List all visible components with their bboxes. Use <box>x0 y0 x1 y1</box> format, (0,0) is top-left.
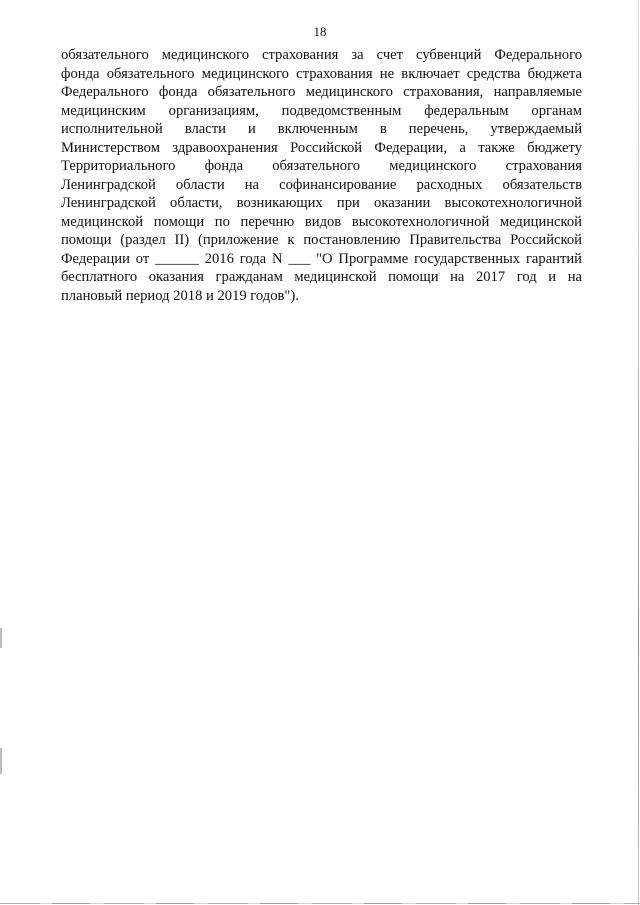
page-number: 18 <box>313 24 327 39</box>
scan-edge-bottom <box>0 903 640 904</box>
text-line: Федерации от ______ 2016 года N ___ "О Программе государственных гарантий <box>61 250 582 267</box>
text-line: медицинской помощи по перечню видов высокотехнологичной медицинской <box>61 213 582 230</box>
body-paragraph <box>61 46 582 305</box>
scan-mark-left <box>0 628 2 648</box>
text-line: Министерством здравоохранения Российской Федерации, а также бюджету <box>61 139 582 156</box>
scan-edge-right <box>638 0 639 905</box>
text-line: бесплатного оказания гражданам медицинской помощи на 2017 год и на <box>61 269 582 285</box>
text-line: Федерального фонда обязательного медицинского страхования, направляемые <box>61 84 582 100</box>
scan-mark-left <box>0 748 2 774</box>
text-line: медицинским организациям, подведомственным федеральным органам <box>61 102 582 119</box>
text-line: фонда обязательного медицинского страхования не включает средства бюджета <box>61 65 582 82</box>
text-line-last: плановый период 2018 и 2019 годов"). <box>61 287 299 304</box>
text-line: Ленинградской области на софинансирование расходных обязательств <box>61 176 582 193</box>
text-line: Территориального фонда обязательного медицинского страхования <box>61 158 582 174</box>
text-line: исполнительной власти и включенным в перечень, утверждаемый <box>61 121 582 137</box>
text-line: помощи (раздел II) (приложение к постановлению Правительства Российской <box>61 232 582 248</box>
text-line: обязательного медицинского страхования за счет субвенций Федерального <box>61 47 582 63</box>
text-line: Ленинградской области, возникающих при оказании высокотехнологичной <box>61 195 582 211</box>
